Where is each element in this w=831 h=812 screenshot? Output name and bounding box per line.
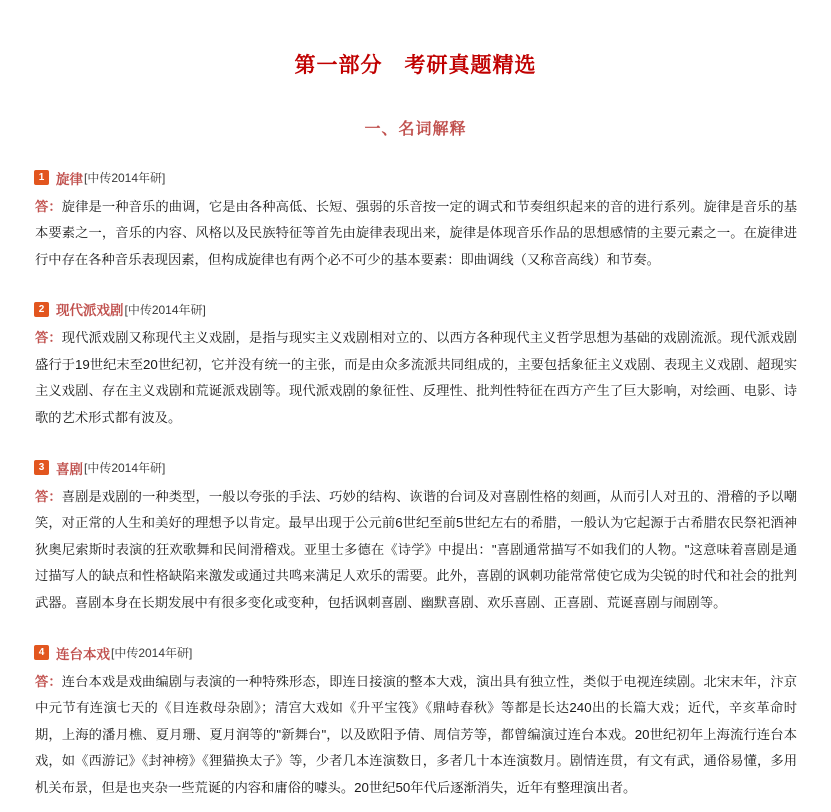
entry-number-badge: 2 [34,302,49,317]
entry-item [34,299,797,431]
entry-source: [中传2014年研] [84,171,166,185]
entry-answer [35,669,797,802]
entry-answer [35,194,797,274]
entry-body [34,194,797,274]
entry-header [34,299,797,319]
entry-body [34,325,797,431]
entry-body [34,484,797,617]
entry-header [34,643,797,663]
answer-text: 现代派戏剧又称现代主义戏剧，是指与现实主义戏剧相对立的、以西方各种现代主义哲学思想为基础的戏剧流派。现代派戏剧盛行于19世纪末至20世纪初，它并没有统一的主张，而是由众多流派共同组成的，主要包括象征主义戏剧、表现主义戏剧、超现实主义戏剧、存在主义戏剧和荒诞派戏剧等。现代派戏剧的象征性、反理性、批判性特征在西方产生了巨大影响，对绘画、电影、诗歌的艺术形式都有波及。 [35,330,798,426]
answer-text: 连台本戏是戏曲编剧与表演的一种特殊形态，即连日接演的整本大戏，演出具有独立性，类似于电视连续剧。北宋末年，汴京中元节有连演七天的《目连救母杂剧》；清宫大戏如《升平宝筏》《鼎峙春秋》等都是长达240出的长篇大戏；近代，辛亥革命时期，上海的潘月樵、夏月珊、夏月润等的"新舞台"，以及欧阳予倩、周信芳等，都曾编演过连台本戏。20世纪初年上海流行连台本戏，如《西游记》《封神榜》《狸猫换太子》等，少者几本连演数日，多者几十本连演数月。剧情连贯，有文有武，通俗易懂，多用机关布景，但是也夹杂一些荒诞的内容和庸俗的噱头。20世纪50年代后逐渐消失，近年有整理演出者。 [35,673,798,795]
answer-text: 喜剧是戏剧的一种类型，一般以夸张的手法、巧妙的结构、诙谐的台词及对喜剧性格的刻画，从而引人对丑的、滑稽的予以嘲笑，对正常的人生和美好的理想予以肯定。最早出现于公元前6世纪至前5世纪左右的希腊，一般认为它起源于古希腊农民祭祀酒神狄奥尼索斯时表演的狂欢歌舞和民间滑稽戏。亚里士多德在《诗学》中提出："喜剧通常描写不如我们的人物。"这意味着喜剧是通过描写人的缺点和性格缺陷来激发或通过共鸣来满足人欢乐的需要。此外，喜剧的讽刺功能常常使它成为尖锐的时代和社会的批判武器。喜剧本身在长期发展中有很多变化或变种，包括讽刺喜剧、幽默喜剧、欢乐喜剧、正喜剧、荒诞喜剧与闹剧等。 [35,488,798,611]
answer-text: 旋律是一种音乐的曲调，它是由各种高低、长短、强弱的乐音按一定的调式和节奏组织起来的音的进行系列。旋律是音乐的基本要素之一，音乐的内容、风格以及民族特征等首先由旋律表现出来，旋律是体现音乐作品的思想感情的主要元素之一。在旋律进行中存在各种音乐表现因素，但构成旋律也有两个必不可少的基本要素：即曲调线（又称音高线）和节奏。 [35,198,798,267]
entry-term: 现代派戏剧 [56,303,124,319]
entry-source: [中传2014年研] [111,646,193,661]
entry-term: 喜剧 [56,461,83,477]
entry-number-badge: 1 [34,170,49,185]
entry-source: [中传2014年研] [84,461,166,476]
entry-source: [中传2014年研] [124,302,206,317]
entry-answer [35,325,797,431]
entry-item [34,643,797,802]
answer-label: 答： [35,198,62,214]
entry-header [34,168,797,188]
entry-term: 旋律 [56,171,83,187]
entry-body [34,669,797,802]
entry-term: 连台本戏 [56,646,110,662]
answer-label: 答： [35,673,62,689]
entry-item [34,458,797,617]
page-title: 第一部分 考研真题精选 [294,54,537,77]
answer-label: 答： [35,488,62,504]
answer-label: 答： [35,330,62,346]
entry-answer [35,484,797,617]
entry-number-badge: 4 [34,645,49,660]
entry-header [34,458,797,478]
section-title: 一、名词解释 [364,120,467,138]
entry-item [34,168,797,274]
entry-number-badge: 3 [34,460,49,475]
